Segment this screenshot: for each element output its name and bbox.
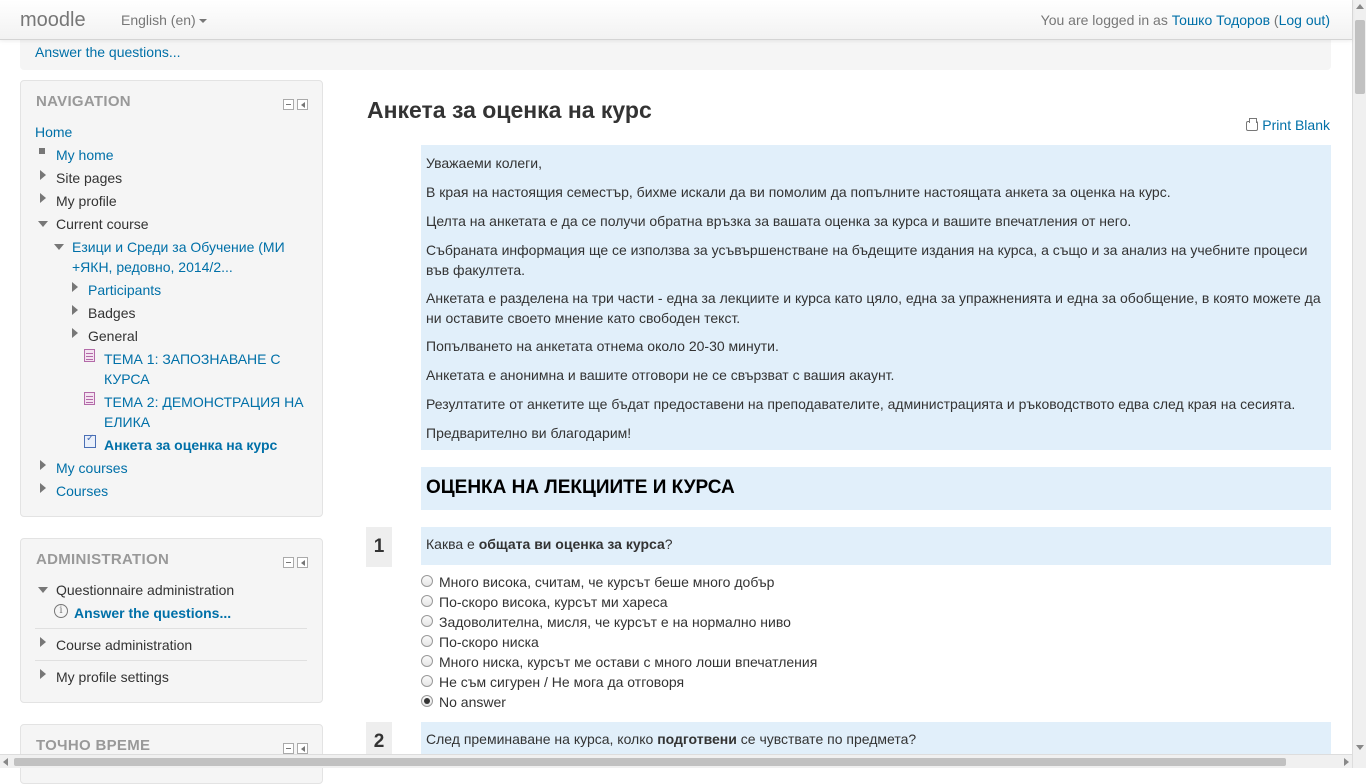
radio-button[interactable] [421, 655, 433, 667]
nav-participants[interactable]: Participants [88, 282, 162, 298]
scroll-left-icon[interactable] [3, 758, 8, 766]
expand-icon[interactable] [40, 460, 46, 470]
intro-paragraph: Попълването на анкетата отнема около 20-30 минути. [426, 338, 779, 354]
radio-button[interactable] [421, 615, 433, 627]
nav-course-name-line2[interactable]: +ЯКН, редовно, 2014/2... [72, 259, 233, 275]
option-label[interactable]: По-скоро висока, курсът ми хареса [439, 594, 668, 610]
radio-button[interactable] [421, 595, 433, 607]
nav-course-name-line1[interactable]: Езици и Среди за Обучение (МИ [72, 239, 285, 255]
scroll-down-icon[interactable] [1356, 745, 1364, 750]
collapse-icon[interactable] [38, 221, 48, 227]
intro-paragraph: Резултатите от анкетите ще бъдат предоставени на преподавателите, администрацията и ръководството едва след края на сесията. [426, 396, 1296, 412]
question-text-bold: общата ви оценка за курса [478, 536, 665, 552]
dock-icon[interactable] [297, 99, 308, 110]
intro-paragraph: Анкетата е разделена на три части - една за лекциите и курса като цяло, една за упражненията и една за обобщение, в която можете да ни оставите своето мнение като свободен текст. [426, 290, 1321, 326]
nav-my-courses[interactable]: My courses [56, 460, 128, 476]
minimize-icon[interactable] [283, 99, 294, 110]
page-title: Анкета за оценка на курс [367, 97, 652, 123]
language-menu[interactable] [121, 12, 207, 28]
admin-answer-questions[interactable]: Answer the questions... [74, 605, 232, 621]
admin-my-profile-settings[interactable]: My profile settings [56, 669, 169, 685]
expand-icon[interactable] [40, 483, 46, 493]
admin-course-admin[interactable]: Course administration [56, 637, 193, 653]
logout-link[interactable]: Log out [1278, 12, 1326, 28]
nav-topic1-line2[interactable]: КУРСА [104, 371, 150, 387]
question-text-part: След преминаване на курса, колко [426, 731, 658, 747]
logged-in-prefix: You are logged in as [1040, 12, 1172, 28]
block-controls [280, 97, 308, 113]
radio-button-selected[interactable] [421, 695, 433, 707]
nav-courses[interactable]: Courses [56, 483, 109, 499]
scroll-right-icon[interactable] [1344, 758, 1349, 766]
login-info [1041, 12, 1330, 28]
nav-topic2-line2[interactable]: ЕЛИКА [104, 414, 151, 430]
expand-icon[interactable] [72, 305, 78, 315]
block-controls [280, 555, 308, 571]
dock-icon[interactable] [297, 557, 308, 568]
divider [35, 628, 307, 629]
question-text-bold: подготвени [657, 731, 737, 747]
option-label[interactable]: Задоволителна, мисля, че курсът е на нормално ниво [439, 614, 791, 630]
question-text [421, 527, 1331, 565]
minimize-icon[interactable] [283, 557, 294, 568]
intro-paragraph: Предварително ви благодарим! [426, 425, 632, 441]
scrollbar-thumb[interactable] [1355, 20, 1365, 94]
intro-paragraph: Събраната информация ще се използва за усъвършенстване на бъдещите издания на курса, а също и за анализ на учебните процеси във факултета. [426, 242, 1308, 278]
navigation-block-title: NAVIGATION [36, 93, 131, 110]
nav-my-profile[interactable]: My profile [56, 193, 117, 209]
minimize-icon[interactable] [283, 743, 294, 754]
expand-icon[interactable] [40, 637, 46, 647]
intro-paragraph: Уважаеми колеги, [426, 155, 542, 171]
nav-topic1-line1[interactable]: ТЕМА 1: ЗАПОЗНАВАНЕ С [104, 351, 281, 367]
horizontal-scrollbar[interactable] [0, 754, 1352, 768]
radio-button[interactable] [421, 675, 433, 687]
top-navbar [0, 0, 1352, 40]
page-icon [84, 392, 95, 405]
question-text-part: се чувствате по предмета? [736, 731, 917, 747]
collapse-icon[interactable] [38, 587, 48, 593]
nav-badges[interactable]: Badges [88, 305, 136, 321]
intro-paragraph: В края на настоящия семестър, бихме искали да ви помолим да попълните настоящата анкета за оценка на курс. [426, 184, 1171, 200]
radio-button[interactable] [421, 635, 433, 647]
section-heading: ОЦЕНКА НА ЛЕКЦИИТЕ И КУРСА [421, 467, 1331, 510]
question-number: 1 [366, 527, 392, 567]
print-blank-label: Print Blank [1262, 117, 1330, 133]
intro-paragraph: Целта на анкетата е да се получи обратна връзка за вашата оценка за курса и вашите впечатления от него. [426, 213, 1132, 229]
administration-block-title: ADMINISTRATION [36, 551, 170, 568]
bullet-icon [39, 148, 45, 154]
option-label[interactable]: Много висока, считам, че курсът беше много добър [439, 574, 775, 590]
logout-paren-close: ) [1325, 12, 1330, 28]
nav-topic2-line1[interactable]: ТЕМА 2: ДЕМОНСТРАЦИЯ НА [104, 394, 304, 410]
expand-icon[interactable] [72, 282, 78, 292]
expand-icon[interactable] [40, 193, 46, 203]
nav-my-home[interactable]: My home [56, 147, 114, 163]
scrollbar-thumb[interactable] [14, 758, 1286, 766]
option-label[interactable]: По-скоро ниска [439, 634, 539, 650]
breadcrumb-current[interactable]: Answer the questions... [35, 44, 181, 60]
question-text-part: Каква е [426, 536, 479, 552]
nav-site-pages[interactable]: Site pages [56, 170, 123, 186]
expand-icon[interactable] [40, 170, 46, 180]
divider [35, 660, 307, 661]
caret-down-icon [199, 19, 207, 23]
questionnaire-icon [84, 435, 96, 448]
nav-general[interactable]: General [88, 328, 138, 344]
nav-current-course[interactable]: Current course [56, 216, 149, 232]
intro-paragraph: Анкетата е анонимна и вашите отговори не се свързват с вашия акаунт. [426, 367, 895, 383]
admin-questionnaire[interactable]: Questionnaire administration [56, 582, 235, 598]
info-icon: i [54, 604, 68, 618]
breadcrumb [20, 40, 1331, 70]
dock-icon[interactable] [297, 743, 308, 754]
intro-box [421, 145, 1331, 450]
option-label[interactable]: Много ниска, курсът ме остави с много лоши впечатления [439, 654, 818, 670]
printer-icon [1246, 121, 1258, 131]
user-profile-link[interactable]: Тошко Тодоров [1171, 12, 1271, 28]
time-block-title: ТОЧНО ВРЕМЕ [36, 737, 151, 754]
nav-home[interactable]: Home [35, 124, 73, 140]
site-brand[interactable]: moodle [20, 9, 86, 31]
question-text-part: ? [664, 536, 673, 552]
expand-icon[interactable] [40, 669, 46, 679]
page-icon [84, 349, 95, 362]
option-label[interactable]: Не съм сигурен / Не мога да отговоря [439, 674, 685, 690]
radio-button[interactable] [421, 575, 433, 587]
scroll-up-icon[interactable] [1356, 4, 1364, 9]
print-blank-link[interactable] [1246, 117, 1330, 133]
collapse-icon[interactable] [54, 244, 64, 250]
question-number: 2 [366, 722, 392, 762]
logout-paren-open: ( [1270, 12, 1279, 28]
expand-icon[interactable] [72, 328, 78, 338]
language-label: English (en) [121, 12, 196, 28]
nav-questionnaire[interactable]: Анкета за оценка на курс [104, 437, 278, 453]
vertical-scrollbar[interactable] [1352, 0, 1366, 768]
option-label[interactable]: No answer [439, 694, 506, 710]
